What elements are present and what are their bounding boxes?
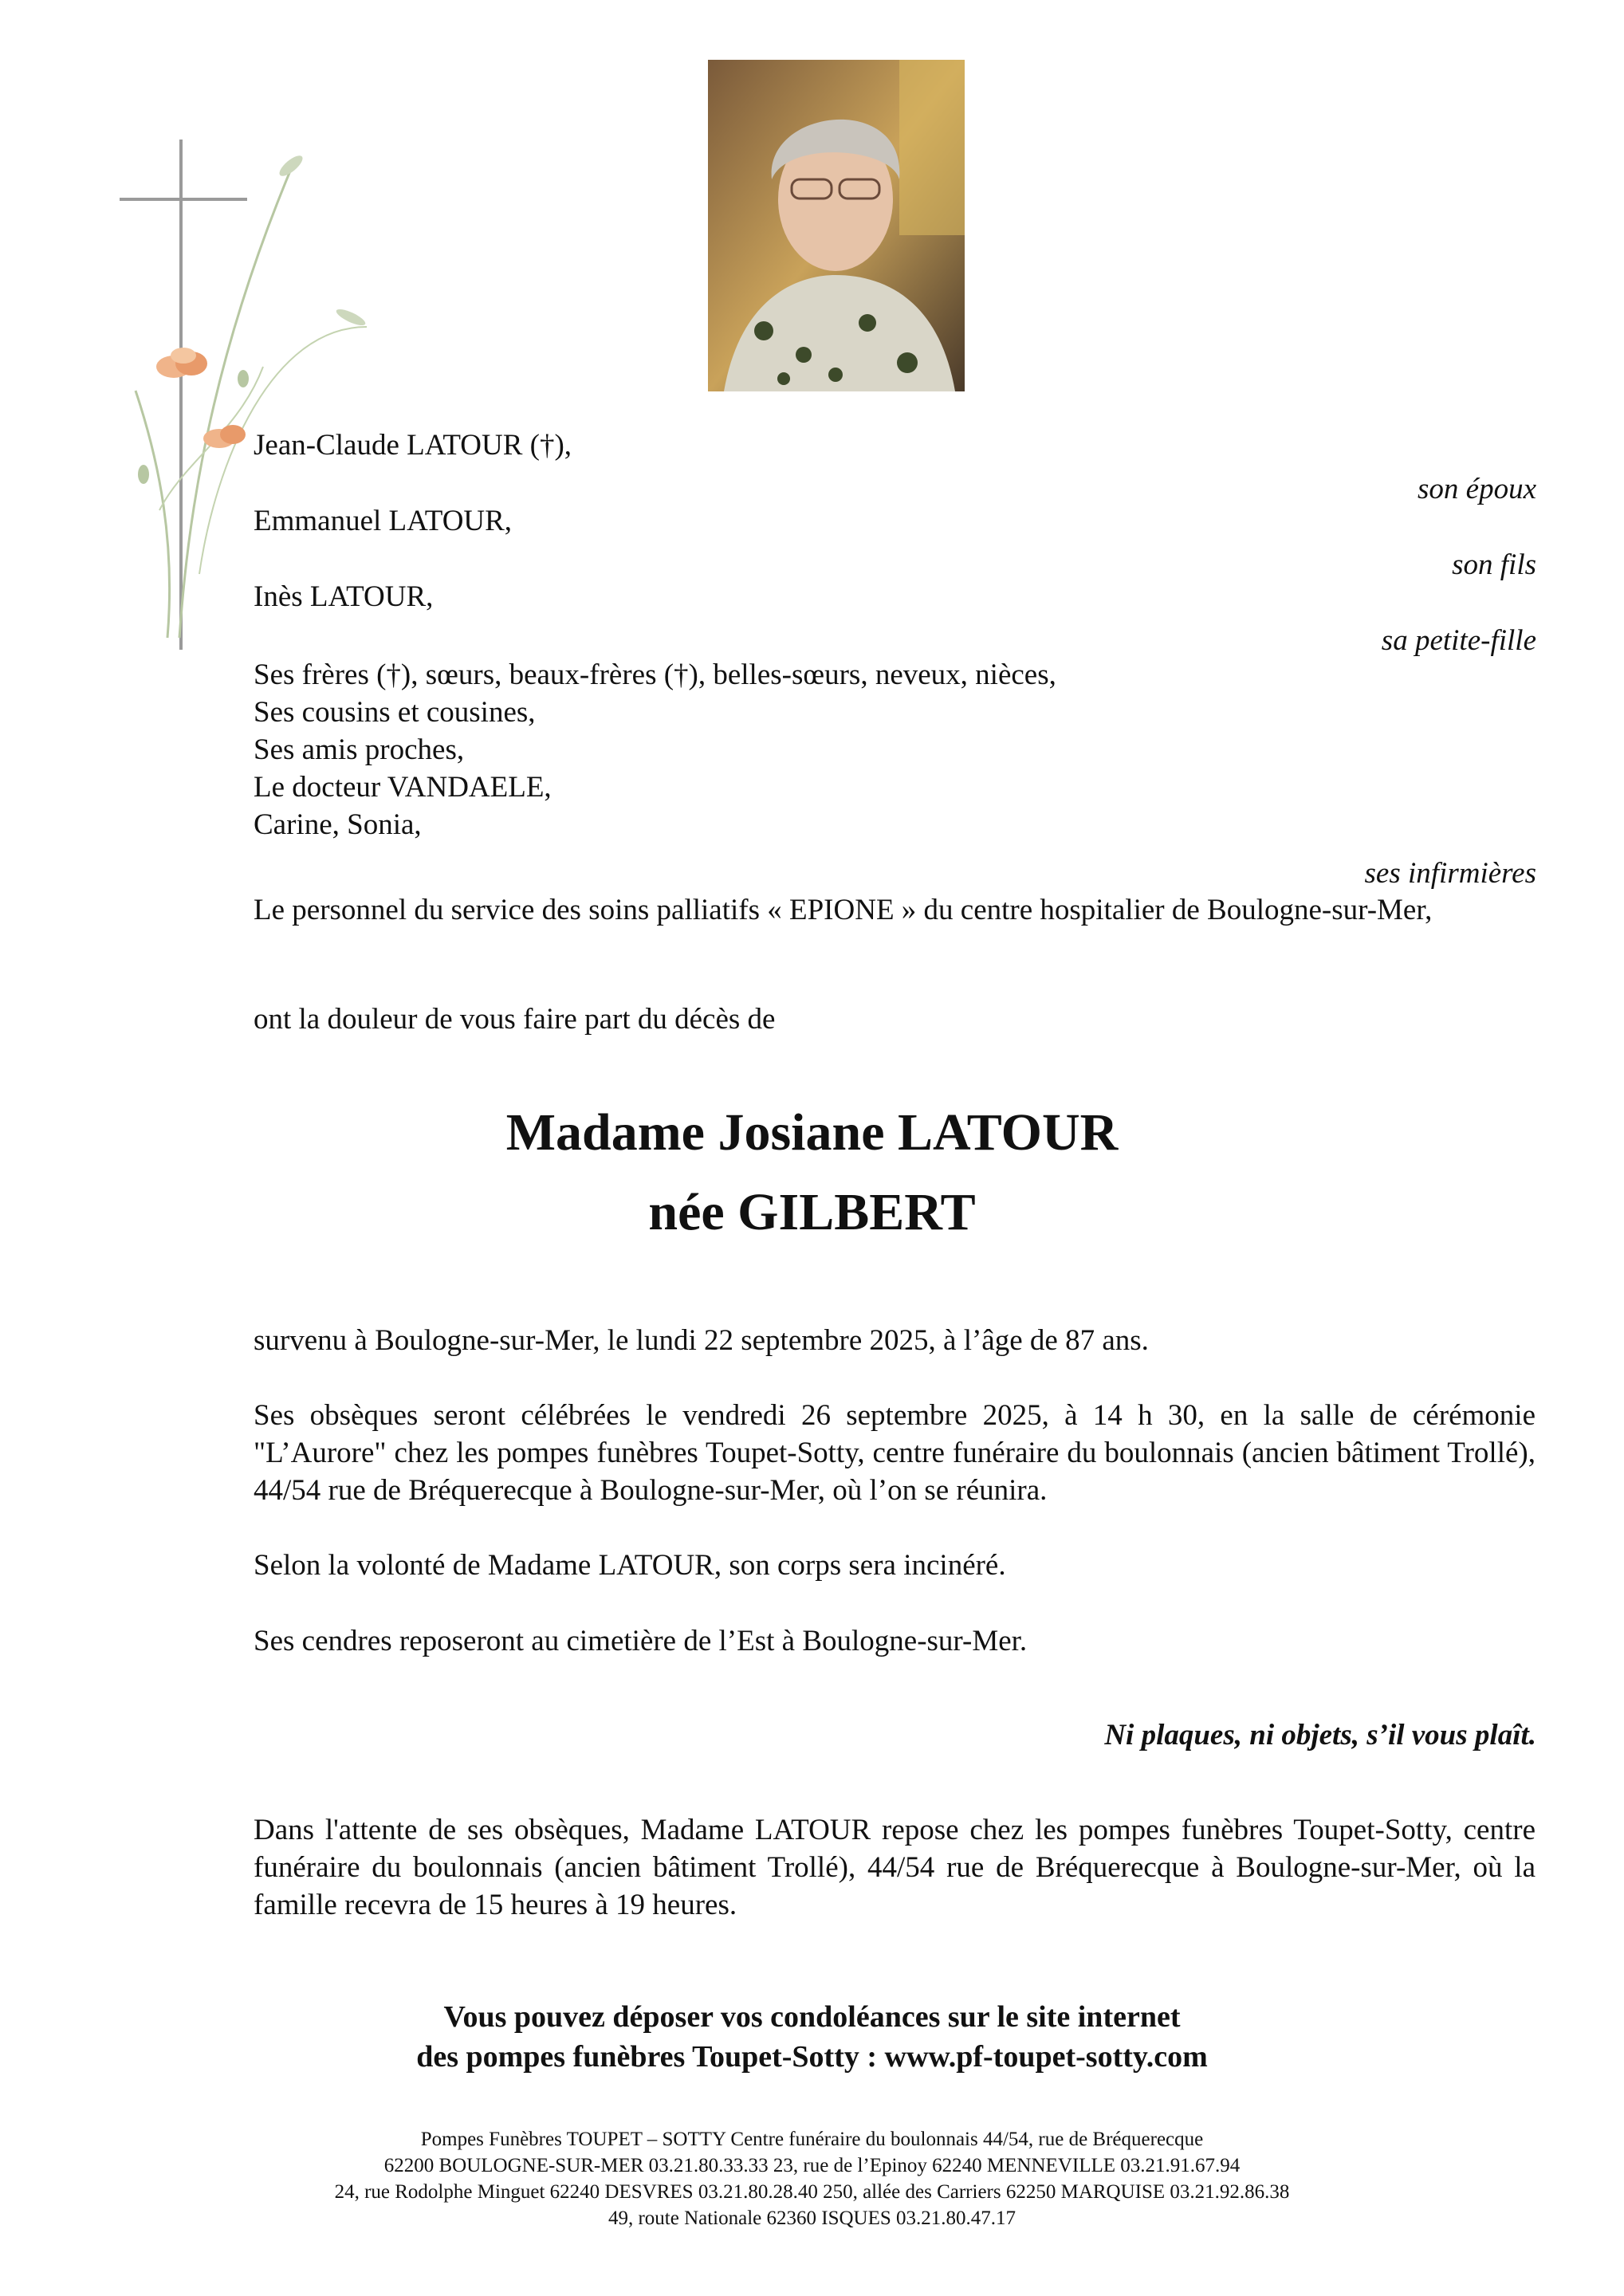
other-relatives: [254, 656, 1529, 843]
family-name-granddaughter: Inès LATOUR,: [254, 580, 434, 613]
deceased-maiden-name: née GILBERT: [648, 1183, 976, 1241]
footer-line: 24, rue Rodolphe Minguet 62240 DESVRES 03.21.80.28.40 250, allée des Carriers 62250 MARQUISE 03.21.92.86.38: [334, 2181, 1290, 2203]
repose-details: Dans l'attente de ses obsèques, Madame LATOUR repose chez les pompes funèbres Toupet-Sotty, centre funéraire du boulonnais (ancien bâtiment Trollé), 44/54 rue de Bréquerecque à Boulogne-sur-Mer, où la famille recevra de 15 heures à 19 heures.: [254, 1814, 1536, 1921]
poppy-flower-icon: [156, 348, 207, 378]
family-name-spouse: Jean-Claude LATOUR (†),: [254, 429, 572, 462]
footer-line: 49, route Nationale 62360 ISQUES 03.21.80.47.17: [608, 2208, 1016, 2229]
cross-horizontal: [120, 198, 247, 201]
no-flowers-note: Ni plaques, ni objets, s’il vous plaît.: [1104, 1719, 1536, 1751]
relatives-line: Ses cousins et cousines,: [254, 696, 536, 729]
condolences-line: des pompes funèbres Toupet-Sotty : www.pf-toupet-sotty.com: [416, 2040, 1208, 2074]
family-role-son: son fils: [1452, 548, 1536, 581]
relatives-line: Ses amis proches,: [254, 733, 465, 766]
portrait-photo: [708, 60, 965, 391]
deceased-name: Madame Josiane LATOUR: [505, 1103, 1119, 1162]
condolences-line: Vous pouvez déposer vos condoléances sur le site internet: [443, 2000, 1181, 2034]
relatives-line: Ses frères (†), sœurs, beaux-frères (†), belles-sœurs, neveux, nièces,: [254, 659, 1056, 691]
footer-line: Pompes Funèbres TOUPET – SOTTY Centre funéraire du boulonnais 44/54, rue de Bréquerecque: [420, 2129, 1204, 2150]
family-role-granddaughter: sa petite-fille: [1381, 624, 1536, 657]
cross-vertical: [179, 140, 183, 650]
relatives-line: Le docteur VANDAELE,: [254, 771, 552, 804]
family-role-spouse: son époux: [1418, 473, 1536, 505]
cross-flower-decoration: [112, 128, 375, 654]
footer-line: 62200 BOULOGNE-SUR-MER 03.21.80.33.33 23, rue de l’Epinoy 62240 MENNEVILLE 03.21.91.67.94: [383, 2155, 1241, 2176]
nurses-role: ses infirmières: [1364, 857, 1536, 890]
funeral-details: Ses obsèques seront célébrées le vendredi 26 septembre 2025, à 14 h 30, en la salle de cérémonie "L’Aurore" chez les pompes funèbres Toupet-Sotty, centre funéraire du boulonnais (ancien bâtiment Trollé), 44/54 rue de Bréquerecque à Boulogne-sur-Mer, où l’on se réunira.: [254, 1399, 1536, 1507]
announcement: ont la douleur de vous faire part du décès de: [254, 1003, 776, 1036]
relatives-line: Carine, Sonia,: [254, 808, 422, 841]
family-name-son: Emmanuel LATOUR,: [254, 505, 513, 537]
death-details: survenu à Boulogne-sur-Mer, le lundi 22 septembre 2025, à l’âge de 87 ans.: [254, 1324, 1149, 1357]
staff-line: Le personnel du service des soins palliatifs « EPIONE » du centre hospitalier de Boulogne-sur-Mer,: [254, 894, 1433, 926]
ashes-note: Ses cendres reposeront au cimetière de l’Est à Boulogne-sur-Mer.: [254, 1625, 1028, 1657]
cremation-note: Selon la volonté de Madame LATOUR, son corps sera incinéré.: [254, 1549, 1006, 1582]
